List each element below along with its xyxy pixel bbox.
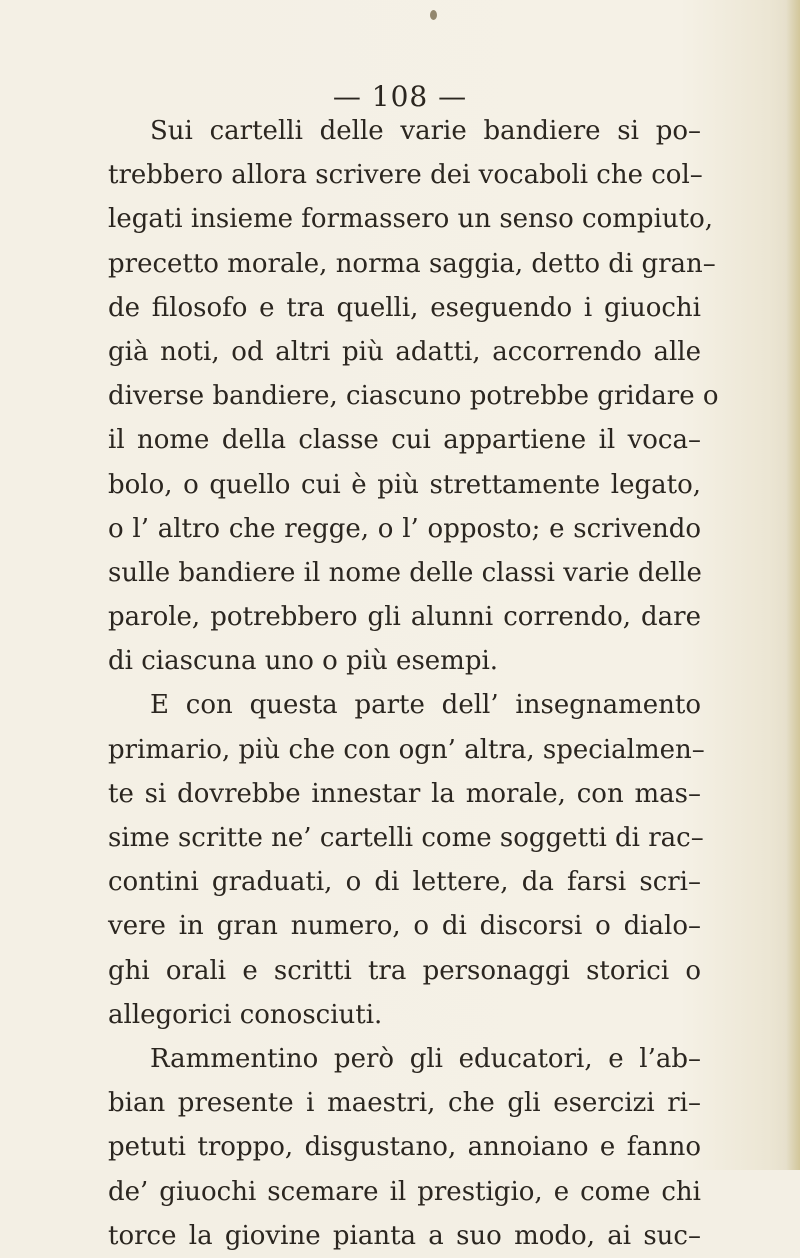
text-line: precetto morale, norma saggia, detto di gran– [108,248,716,279]
text-line: sulle bandiere il nome delle classi varie delle [108,557,702,588]
text-line: vere in gran numero, o di discorsi o dialo– [108,911,701,942]
text-line: o l’ altro che regge, o l’ opposto; e scrivendo [108,513,701,544]
page-number: — 108 — [332,80,468,113]
text-line: de filosofo e tra quelli, eseguendo i giuochi [108,292,701,323]
text-line: contini graduati, o di lettere, da farsi scri– [108,867,701,898]
text-line: parole, potrebbero gli alunni correndo, dare [108,602,701,633]
text-line: allegorici conosciuti. [108,999,383,1030]
text-line: bolo, o quello cui è più strettamente legato, [108,469,701,500]
body-text [108,109,719,1258]
text-line: diverse bandiere, ciascuno potrebbe gridare o [108,381,719,412]
text-line: ghi orali e scritti tra personaggi storici o [108,955,701,986]
text-line: Rammentino però gli educatori, e l’ab– [150,1043,701,1074]
text-line: Sui cartelli delle varie bandiere si po– [150,116,701,146]
text-line: bian presente i maestri, che gli esercizi ri– [108,1088,701,1119]
ink-speck [430,10,437,20]
text-line: E con questa parte dell’ insegnamento [150,690,701,721]
text-line: petuti troppo, disgustano, annoiano e fanno [108,1132,701,1163]
text-line: sime scritte ne’ cartelli come soggetti di rac– [108,823,704,853]
text-line: il nome della classe cui appartiene il voca– [108,425,701,456]
text-line: te si dovrebbe innestar la morale, con mas– [108,778,701,809]
text-line: già noti, od altri più adatti, accorrendo alle [108,336,701,367]
text-line: primario, più che con ogn’ altra, specialmen– [108,734,705,765]
page-edge-shadow [786,0,800,1170]
text-line: legati insieme formassero un senso compiuto, [108,204,713,235]
text-line: de’ giuochi scemare il prestigio, e come chi [108,1176,701,1207]
text-line: di ciascuna uno o più esempi. [108,646,499,677]
text-line: trebbero allora scrivere dei vocaboli che col– [108,160,703,191]
text-line: torce la giovine pianta a suo modo, ai suc– [108,1220,701,1251]
